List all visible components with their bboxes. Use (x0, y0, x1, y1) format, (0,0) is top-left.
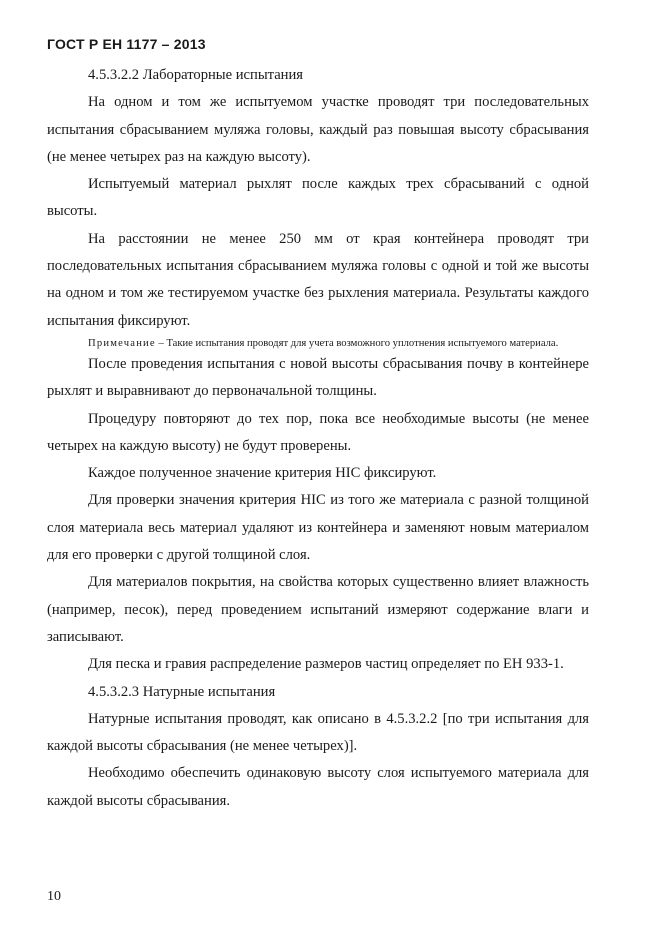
paragraph: Каждое полученное значение критерия HIC фиксируют. (88, 465, 437, 482)
document-header: ГОСТ Р ЕН 1177 – 2013 (47, 36, 206, 52)
paragraph: Для проверки значения критерия HIC из того же материала с разной толщиной слоя материала весь материал удаляют из контейнера и заменяют новым материалом для его проверки с другой толщиной слоя. (47, 492, 589, 564)
paragraph: Необходимо обеспечить одинаковую высоту слоя испытуемого материала для каждой высоты сбрасывания. (47, 765, 589, 809)
note (47, 337, 589, 351)
section-heading-lab-tests: 4.5.3.2.2 Лабораторные испытания (88, 67, 304, 83)
note-label: Примечание (88, 337, 156, 349)
paragraph: Для песка и гравия распределение размеров частиц определяет по ЕН 933-1. (88, 656, 564, 673)
note-text: – Такие испытания проводят для учета возможного уплотнения испытуемого материала. (155, 337, 559, 349)
paragraph: Процедуру повторяют до тех пор, пока все необходимые высоты (не менее четырех на каждую высоту) не будут проверены. (47, 410, 589, 454)
paragraph: Натурные испытания проводят, как описано в 4.5.3.2.2 [по три испытания для каждой высоты сбрасывания (не менее четырех)]. (47, 710, 589, 755)
paragraph: На расстоянии не менее 250 мм от края контейнера проводят три последовательных испытания сбрасыванием муляжа головы с одной и той же высоты на одном и том же тестируемом участке без рыхления материала. Результаты каждого испытания фиксируют. (47, 230, 589, 329)
paragraph: Для материалов покрытия, на свойства которых существенно влияет влажность (например, песок), перед проведением испытаний измеряют содержание влаги и записывают. (47, 574, 589, 645)
page-body (47, 62, 589, 815)
paragraph: После проведения испытания с новой высоты сбрасывания почву в контейнере рыхлят и выравнивают до первоначальной толщины. (47, 355, 589, 400)
paragraph: Испытуемый материал рыхлят после каждых трех сбрасываний с одной высоты. (47, 176, 589, 220)
page-number: 10 (47, 889, 61, 904)
paragraph: На одном и том же испытуемом участке проводят три последовательных испытания сбрасыванием муляжа головы, каждый раз повышая высоту сбрасывания (не менее четырех раз на каждую высоту). (47, 94, 589, 165)
section-heading-field-tests: 4.5.3.2.3 Натурные испытания (88, 683, 276, 700)
